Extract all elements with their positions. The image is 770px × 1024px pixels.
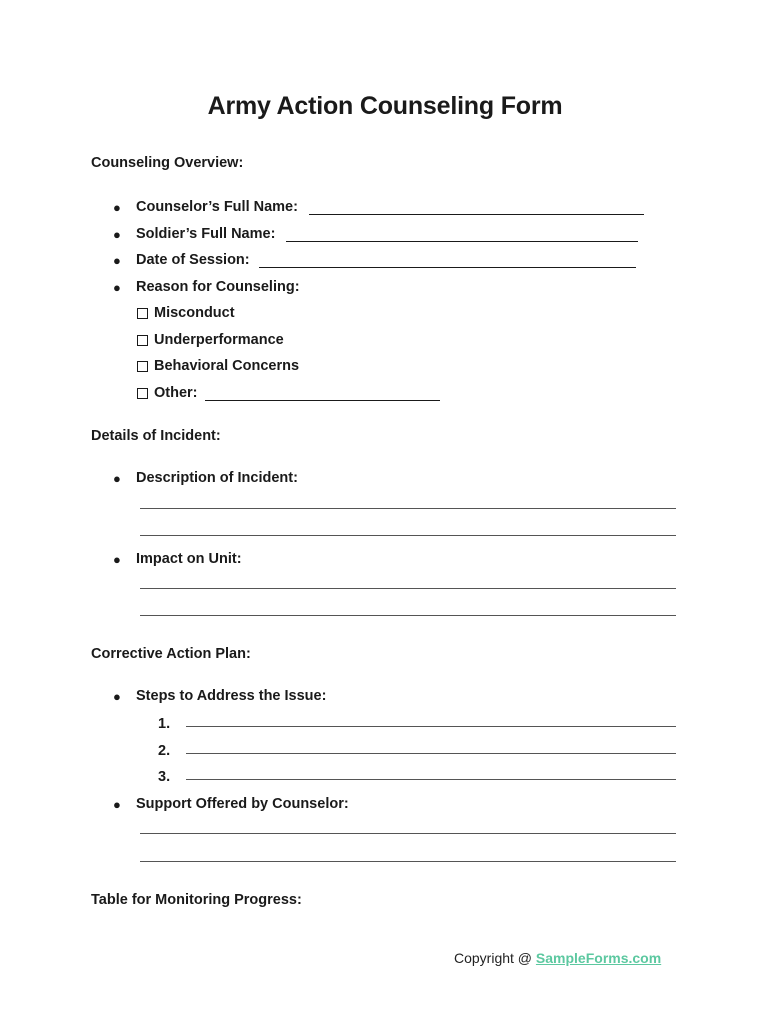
checkbox[interactable] <box>137 388 148 399</box>
counselor-name-field[interactable] <box>309 214 644 215</box>
brand-link[interactable]: SampleForms.com <box>535 950 662 966</box>
step-2-line[interactable] <box>186 753 676 754</box>
option-other[interactable] <box>137 384 198 402</box>
incident-description-line-2[interactable] <box>140 535 676 536</box>
session-date-field[interactable] <box>259 267 636 268</box>
option-underperformance[interactable] <box>137 331 284 349</box>
page-title: Army Action Counseling Form <box>207 92 563 120</box>
step-number: 3. <box>158 769 171 785</box>
bullet-icon: ● <box>113 797 121 812</box>
checkbox[interactable] <box>137 361 148 372</box>
bullet-icon: ● <box>113 200 121 215</box>
support-line-1[interactable] <box>140 833 676 834</box>
soldier-name-label: Soldier’s Full Name: <box>136 226 276 242</box>
reason-label: Reason for Counseling: <box>136 279 300 295</box>
checkbox[interactable] <box>137 335 148 346</box>
section-heading-overview: Counseling Overview: <box>91 155 244 171</box>
incident-description-label: Description of Incident: <box>136 470 298 486</box>
bullet-icon: ● <box>113 280 121 295</box>
support-line-2[interactable] <box>140 861 676 862</box>
option-behavioral-concerns[interactable] <box>137 357 299 375</box>
impact-label: Impact on Unit: <box>136 551 242 567</box>
option-label: Underperformance <box>154 332 284 348</box>
step-number: 1. <box>158 716 171 732</box>
soldier-name-field[interactable] <box>286 241 638 242</box>
impact-line-1[interactable] <box>140 588 676 589</box>
other-reason-field[interactable] <box>205 400 440 401</box>
step-1-line[interactable] <box>186 726 676 727</box>
option-misconduct[interactable] <box>137 304 235 322</box>
option-label: Misconduct <box>154 305 235 321</box>
session-date-label: Date of Session: <box>136 252 250 268</box>
bullet-icon: ● <box>113 552 121 567</box>
option-label: Other: <box>154 385 198 401</box>
bullet-icon: ● <box>113 689 121 704</box>
incident-description-line-1[interactable] <box>140 508 676 509</box>
section-heading-corrective: Corrective Action Plan: <box>91 646 251 662</box>
impact-line-2[interactable] <box>140 615 676 616</box>
counselor-name-label: Counselor’s Full Name: <box>136 199 298 215</box>
support-label: Support Offered by Counselor: <box>136 796 349 812</box>
step-number: 2. <box>158 743 171 759</box>
bullet-icon: ● <box>113 227 121 242</box>
section-heading-monitoring: Table for Monitoring Progress: <box>91 892 302 908</box>
bullet-icon: ● <box>113 471 121 486</box>
checkbox[interactable] <box>137 308 148 319</box>
option-label: Behavioral Concerns <box>154 358 300 374</box>
bullet-icon: ● <box>113 253 121 268</box>
copyright-footer <box>454 950 661 966</box>
section-heading-incident: Details of Incident: <box>91 428 221 444</box>
steps-label: Steps to Address the Issue: <box>136 688 327 704</box>
step-3-line[interactable] <box>186 779 676 780</box>
copyright-prefix: Copyright @ <box>454 950 536 966</box>
